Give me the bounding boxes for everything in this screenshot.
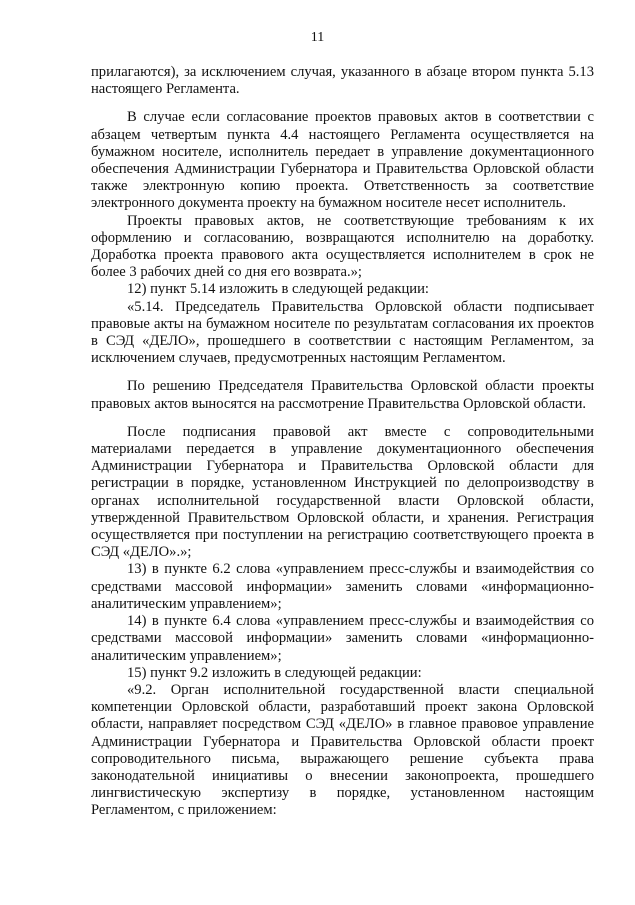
- paragraph-item-13: 13) в пункте 6.2 слова «управлением пресс-службы и взаимодействия со средствами массовой информации» заменить словами «информационно-аналитическим управлением»;: [91, 561, 594, 612]
- paragraph-item-14: 14) в пункте 6.4 слова «управлением пресс-службы и взаимодействия со средствами массовой информации» заменить словами «информационно-аналитическим управлением»;: [91, 613, 594, 664]
- paragraph-paper-approval: В случае если согласование проектов правовых актов в соответствии с абзацем четвертым пункта 4.4 настоящего Регламента осуществляется на бумажном носителе, исполнитель передает в управление документационного обеспечения Администрации Губернатора и Правительства Орловской области также электронную копию проекта. Ответственность за соответствие электронного документа проекту на бумажном носителе несет исполнитель.: [91, 109, 594, 212]
- document-body: [91, 64, 594, 820]
- page-number: 11: [310, 30, 325, 45]
- paragraph-after-signing: После подписания правовой акт вместе с сопроводительными материалами передается в управление документационного обеспечения Администрации Губернатора и Правительства Орловской области для регистрации в порядке, установленном Инструкцией по делопроизводству в органах исполнительной государственной власти Орловской области, утвержденной Правительством Орловской области, и хранения. Регистрация осуществляется при поступлении на регистрацию соответствующего проекта в СЭД «ДЕЛО».»;: [91, 423, 594, 561]
- paragraph-chairman-decision: По решению Председателя Правительства Орловской области проекты правовых актов выносятся на рассмотрение Правительства Орловской области.: [91, 378, 594, 412]
- paragraph-item-15: 15) пункт 9.2 изложить в следующей редакции:: [127, 664, 422, 681]
- paragraph-item-12: 12) пункт 5.14 изложить в следующей редакции:: [127, 281, 429, 298]
- paragraph-return-for-revision: Проекты правовых актов, не соответствующие требованиям к их оформлению и согласованию, возвращаются исполнителю на доработку. Доработка проекта правового акта осуществляется исполнителем в срок не более 3 рабочих дней со дня его возврата.»;: [91, 212, 594, 281]
- paragraph-clause-9-2: «9.2. Орган исполнительной государственной власти специальной компетенции Орловской области, разработавший проект закона Орловской области, направляет посредством СЭД «ДЕЛО» в главное правовое управление Администрации Губернатора и Правительства Орловской области проект сопроводительного письма, выражающего решение субъекта права законодательной инициативы о внесении законопроекта, прошедшего лингвистическую экспертизу в порядке, установленном настоящим Регламентом, с приложением:: [91, 681, 594, 819]
- paragraph-continuation: прилагаются), за исключением случая, указанного в абзаце втором пункта 5.13 настоящего Регламента.: [91, 64, 594, 98]
- paragraph-clause-5-14: «5.14. Председатель Правительства Орловской области подписывает правовые акты на бумажном носителе по результатам согласования их проектов в СЭД «ДЕЛО», прошедшего в соответствии с настоящим Регламентом, за исключением случаев, предусмотренных настоящим Регламентом.: [91, 298, 594, 367]
